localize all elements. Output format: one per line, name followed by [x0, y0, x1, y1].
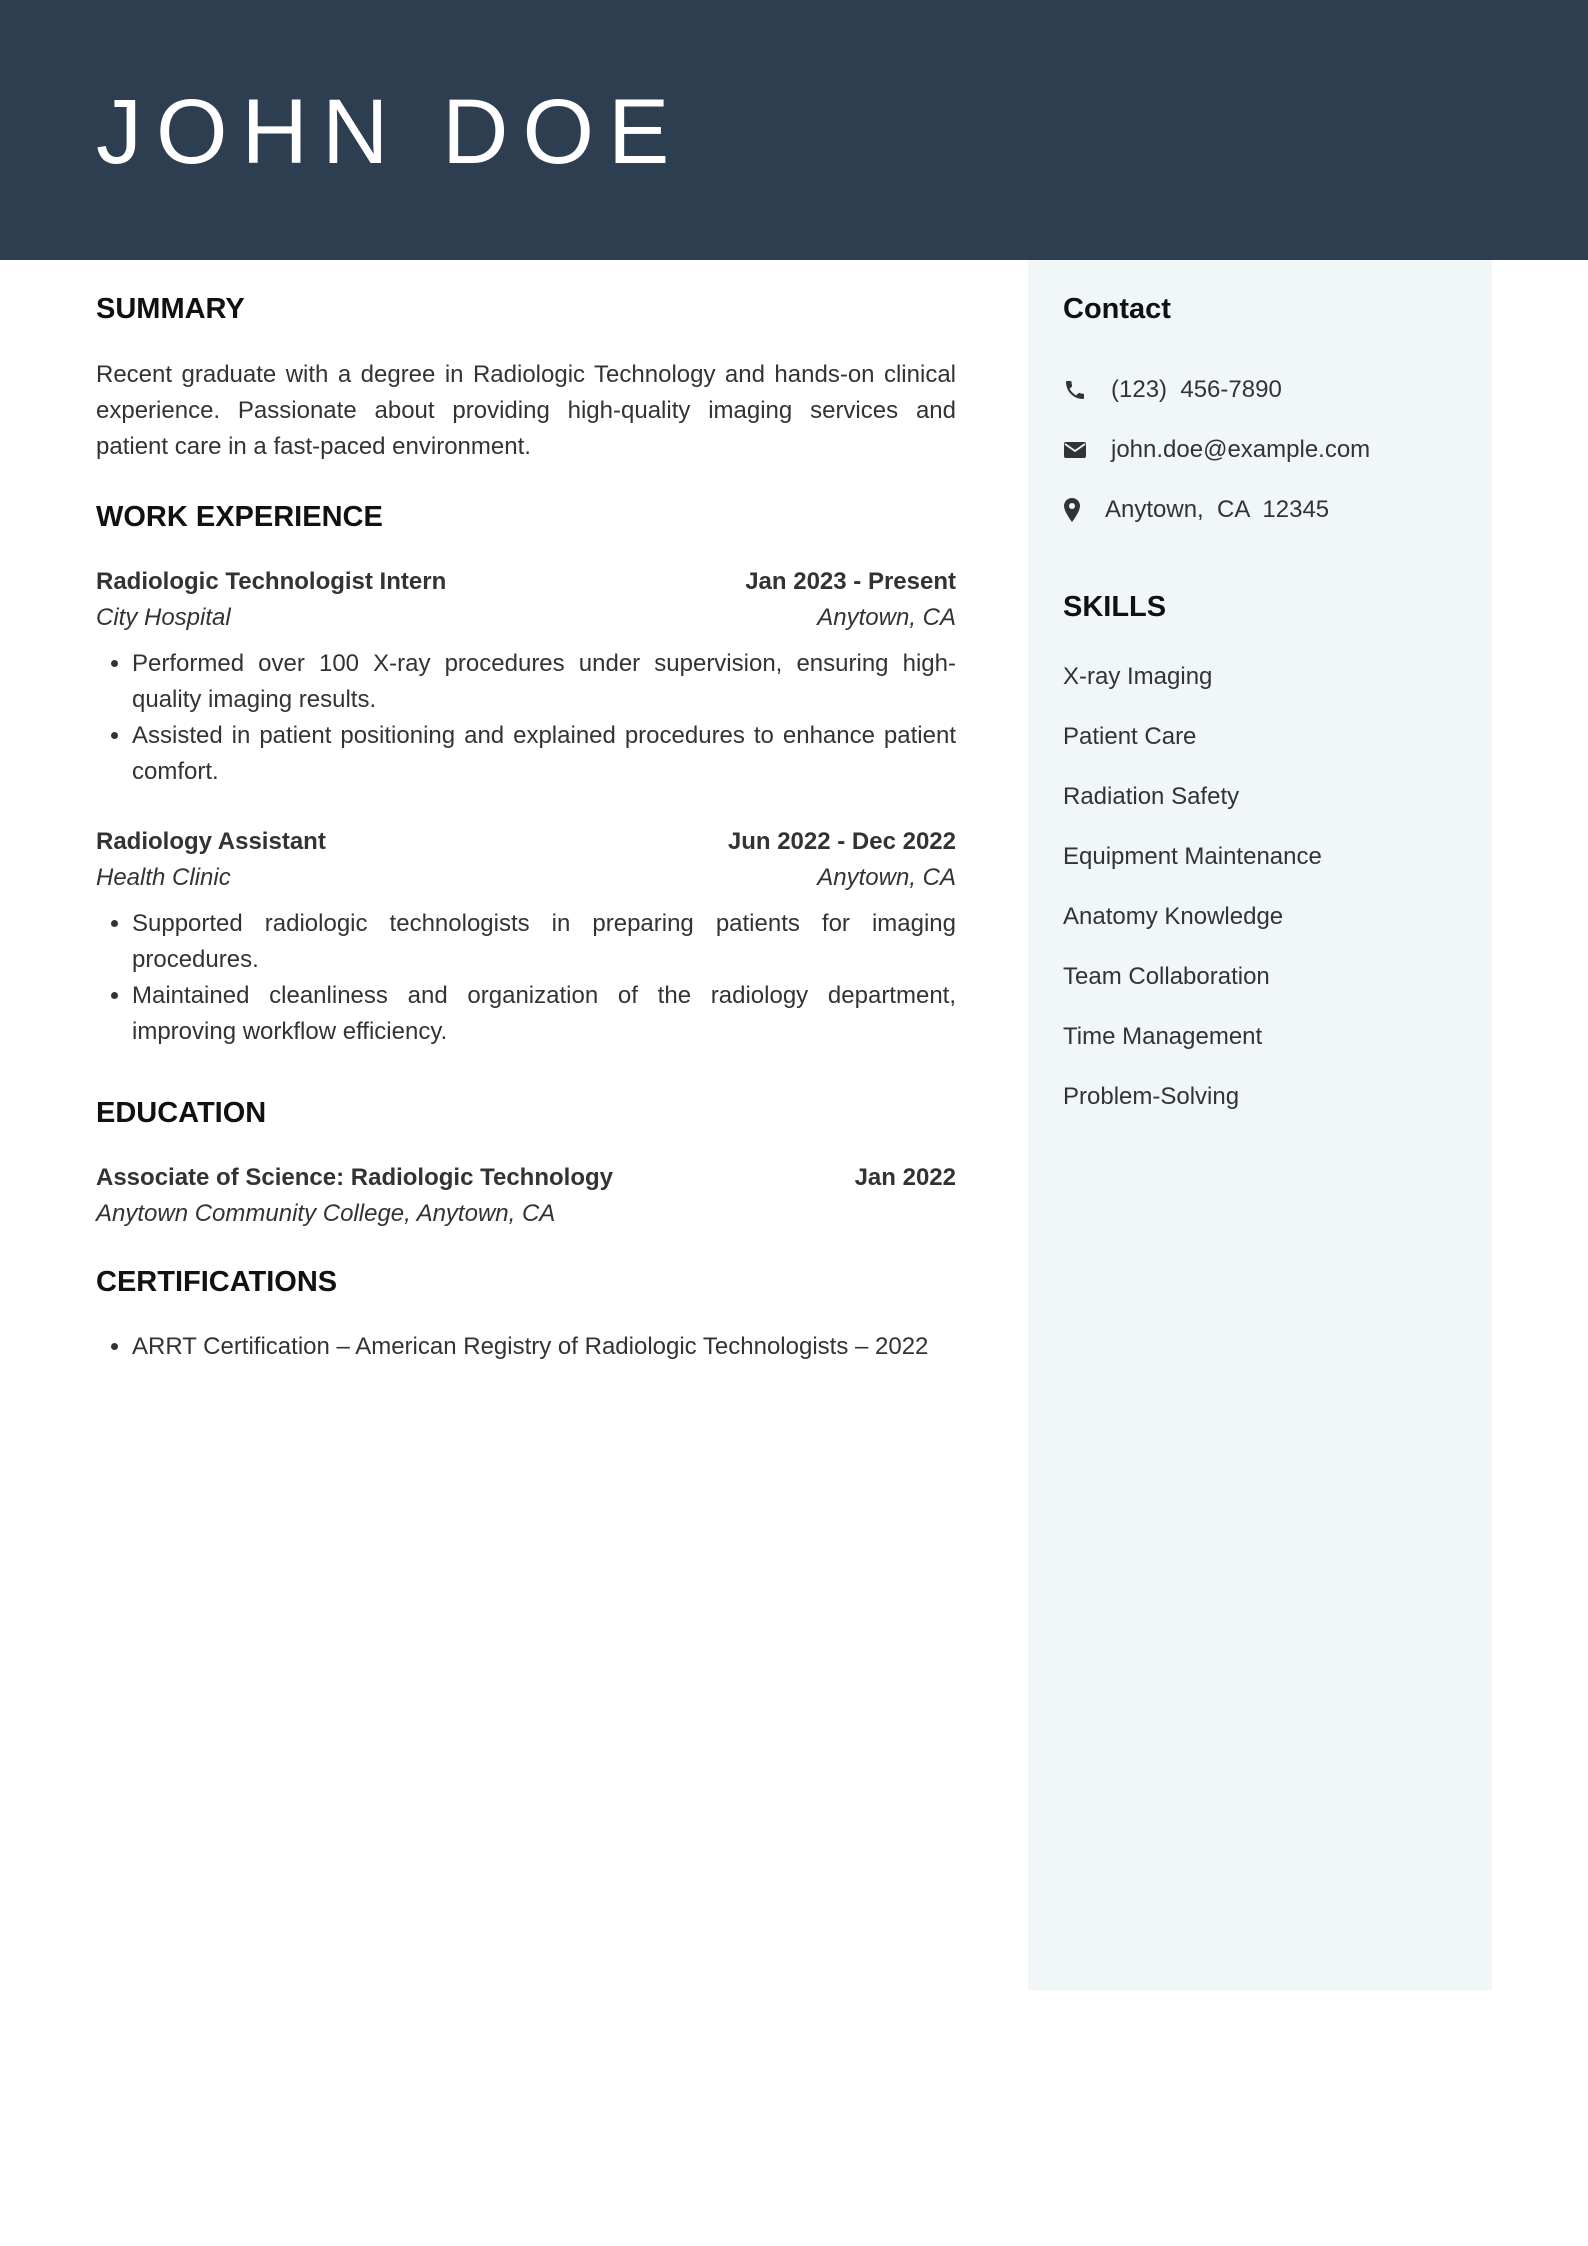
job-title: Radiologic Technologist Intern [96, 568, 447, 595]
job-bullets [96, 906, 956, 1050]
candidate-name: JOHN DOE [96, 81, 684, 183]
skill-item: Anatomy Knowledge [1063, 903, 1284, 930]
summary-text: Recent graduate with a degree in Radiologic Technology and hands-on clinical experience. Passionate about providing high-quality imaging services and patient care in a fast-paced environment. [96, 360, 956, 460]
certifications-section [96, 1265, 956, 1360]
sidebar [1028, 260, 1492, 1990]
contact-email [1063, 432, 1370, 468]
certification-item: • ARRT Certification – American Registry of Radiologic Technologists – 2022 [132, 1329, 956, 1365]
certifications-heading: CERTIFICATIONS [96, 1266, 338, 1298]
contact-heading: Contact [1063, 293, 1171, 325]
education-heading: EDUCATION [96, 1097, 267, 1129]
job-title: Radiology Assistant [96, 828, 326, 855]
skill-item: Problem-Solving [1063, 1083, 1240, 1110]
email-address: john.doe@example.com [1111, 436, 1371, 463]
address: Anytown, CA 12345 [1105, 496, 1330, 523]
summary-heading: SUMMARY [96, 293, 245, 325]
skill-item: Equipment Maintenance [1063, 843, 1322, 870]
skill-item: Patient Care [1063, 723, 1197, 750]
education-section [96, 1096, 956, 1227]
job-org-row [96, 600, 956, 636]
job-entry [96, 564, 956, 790]
work-experience-section [96, 500, 956, 1045]
job-bullet: • Supported radiologic technologists in preparing patients for imaging procedures. [132, 906, 956, 978]
contact-address [1063, 492, 1329, 528]
skill-item: Team Collaboration [1063, 963, 1270, 990]
contact-phone [1063, 372, 1282, 408]
job-entry [96, 824, 956, 1050]
job-dates: Jan 2023 - Present [745, 568, 956, 595]
phone-icon [1063, 377, 1089, 403]
job-org-row [96, 860, 956, 896]
education-school-row [96, 1196, 956, 1232]
skill-item: Time Management [1063, 1023, 1263, 1050]
job-organization: Health Clinic [96, 864, 231, 891]
education-entry [96, 1160, 956, 1232]
job-organization: City Hospital [96, 604, 231, 631]
degree-date: Jan 2022 [854, 1164, 956, 1191]
job-header-row [96, 564, 956, 600]
skill-item: X-ray Imaging [1063, 663, 1213, 690]
skills-heading: SKILLS [1063, 591, 1167, 623]
summary-section [96, 292, 956, 465]
job-location: Anytown, CA [817, 864, 956, 891]
job-bullet: • Assisted in patient positioning and explained procedures to enhance patient comfort. [132, 718, 956, 790]
header-banner [0, 0, 1588, 260]
job-header-row [96, 824, 956, 860]
job-bullet: • Performed over 100 X-ray procedures under supervision, ensuring high-quality imaging results. [132, 646, 956, 718]
school-name: Anytown Community College, Anytown, CA [96, 1200, 556, 1227]
job-dates: Jun 2022 - Dec 2022 [727, 828, 956, 855]
skill-item: Radiation Safety [1063, 783, 1240, 810]
education-header-row [96, 1160, 956, 1196]
envelope-icon [1063, 437, 1089, 463]
job-location: Anytown, CA [817, 604, 956, 631]
work-experience-heading: WORK EXPERIENCE [96, 501, 383, 533]
job-bullet: • Maintained cleanliness and organization of the radiology department, improving workflow efficiency. [132, 978, 956, 1050]
map-marker-icon [1063, 497, 1083, 523]
certifications-list [96, 1329, 956, 1365]
phone-number: (123) 456-7890 [1111, 376, 1282, 403]
job-bullets [96, 646, 956, 790]
degree-title: Associate of Science: Radiologic Technology [96, 1164, 613, 1191]
